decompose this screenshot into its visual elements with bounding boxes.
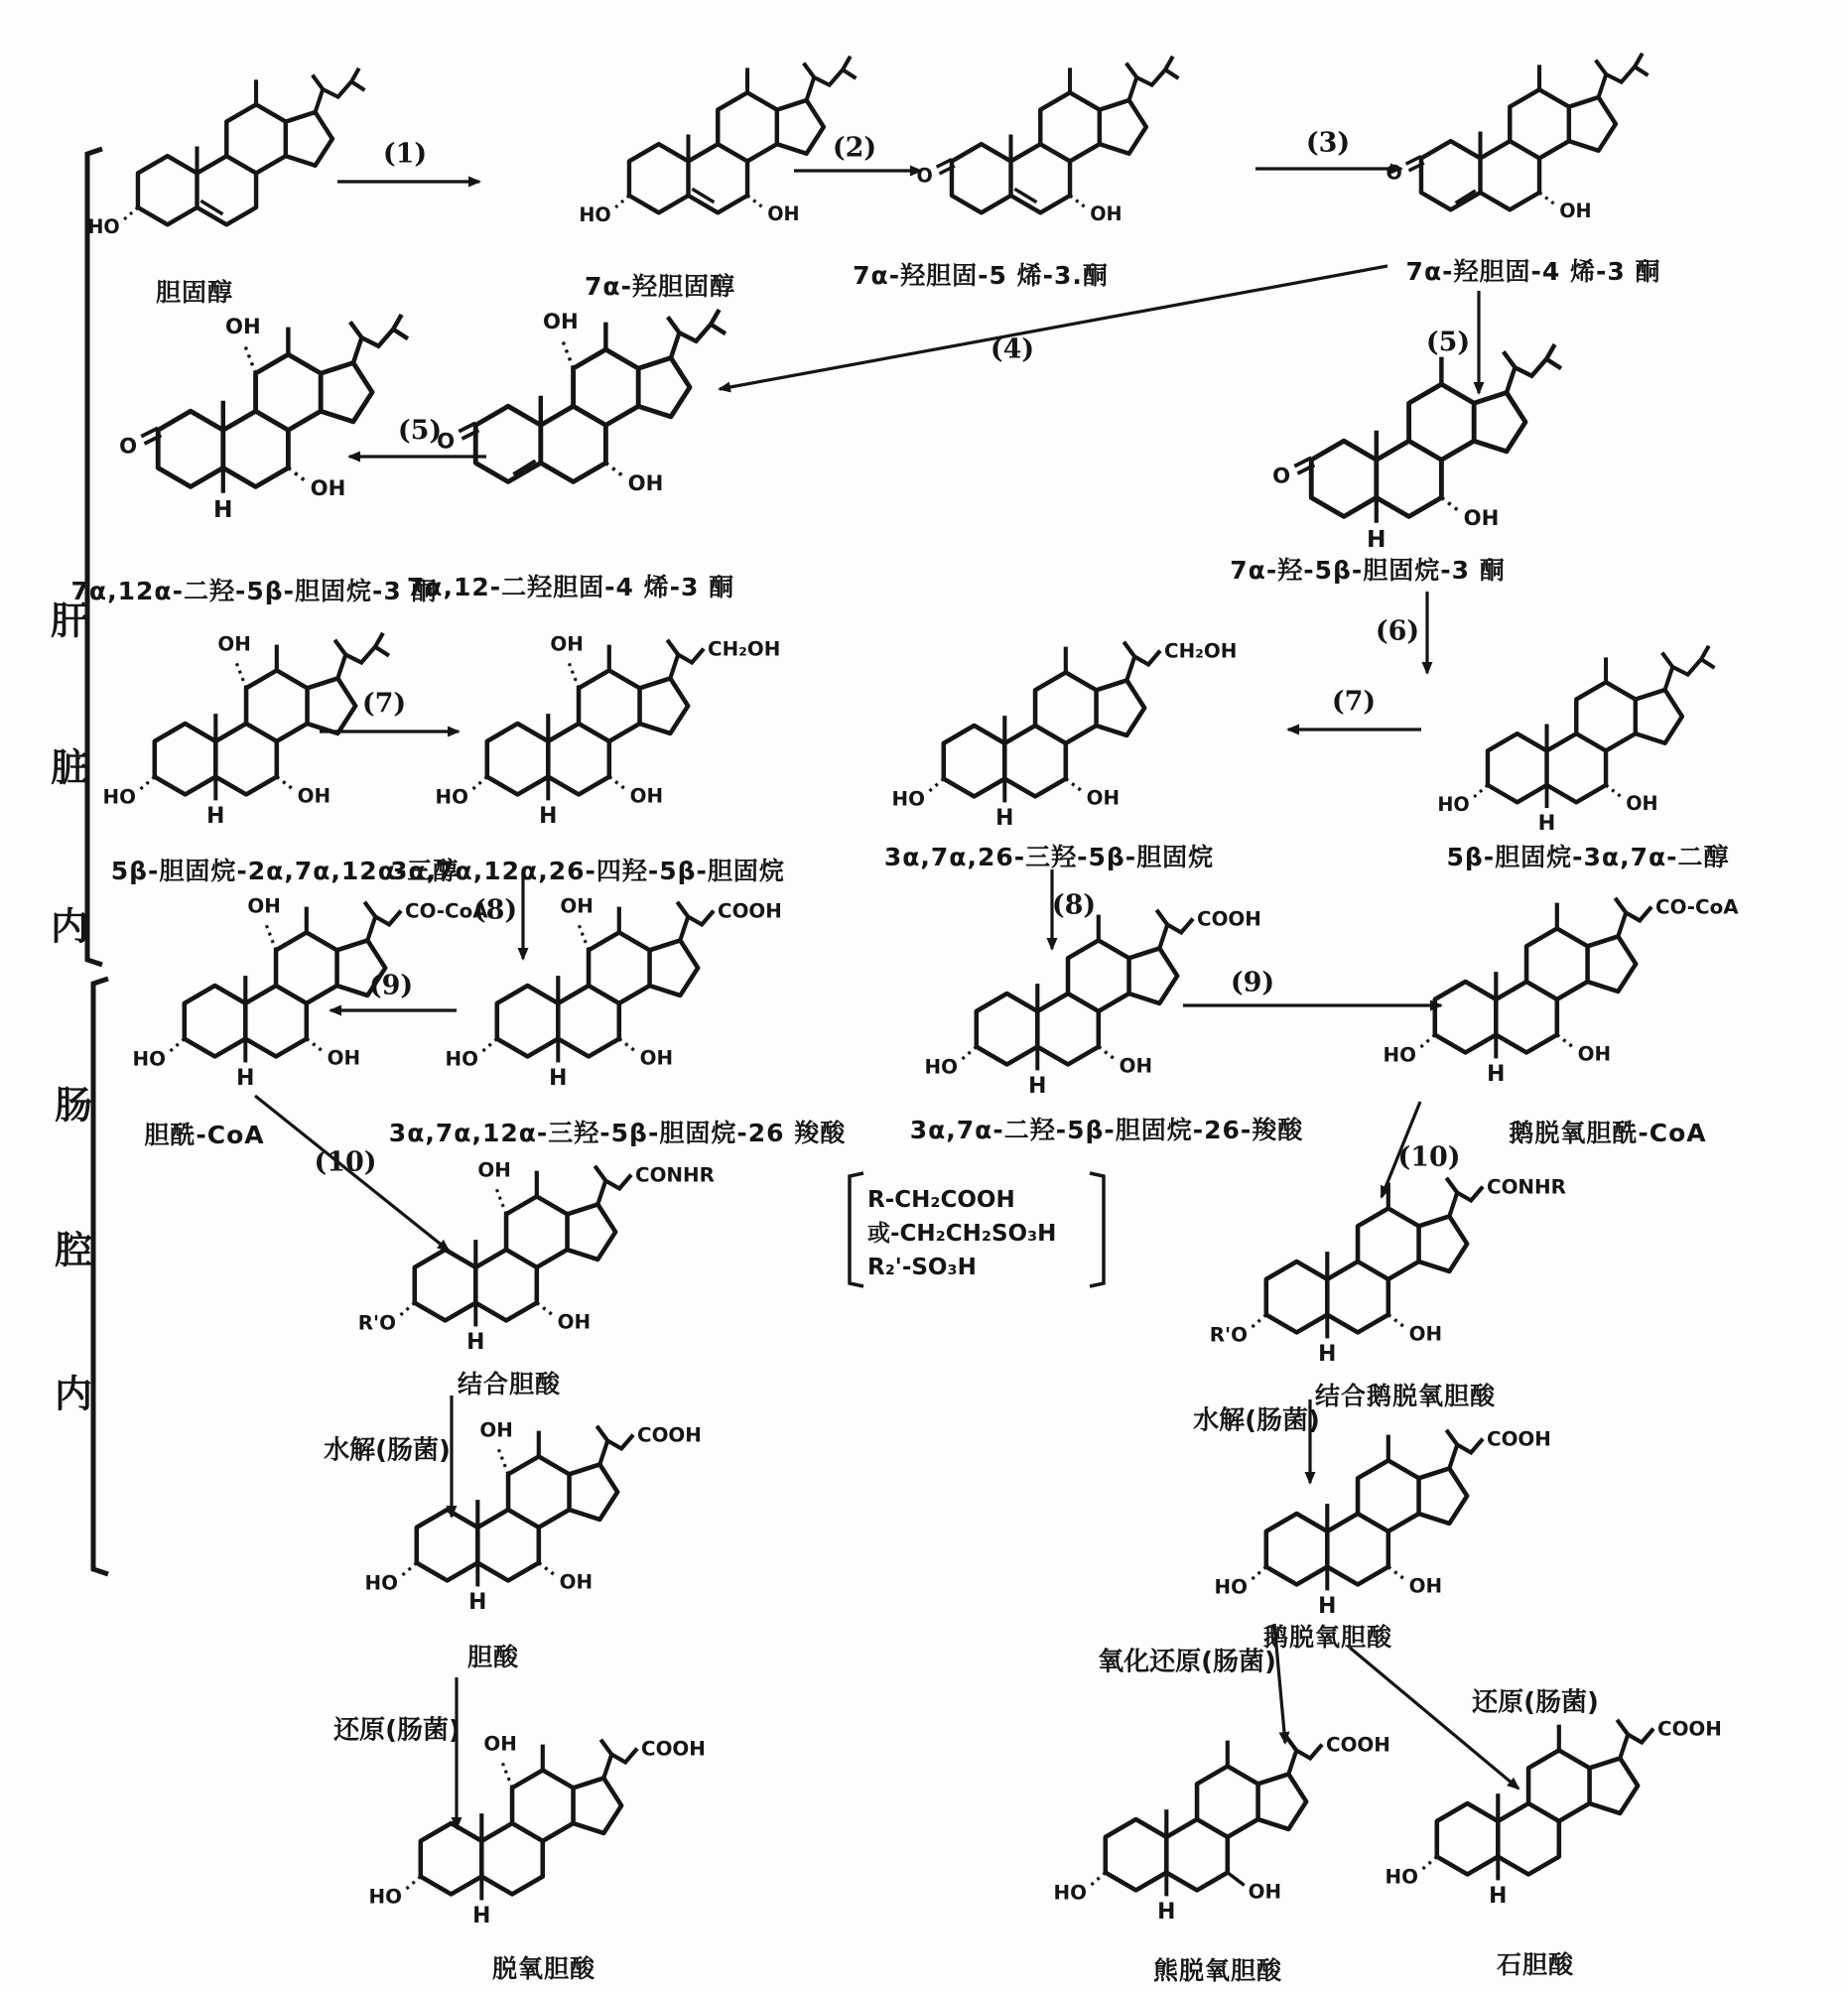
substituent-7-oh: OH: [327, 1046, 361, 1070]
side-chain: [600, 1740, 637, 1779]
substituent-3-oh: HO: [102, 785, 136, 809]
compound-structure-conjugated-cholic-acid: [357, 1129, 715, 1378]
substituent-12-oh: OH: [225, 314, 261, 338]
chain-end-label: CH₂OH: [1164, 639, 1238, 663]
substituent-5-h: H: [1318, 1342, 1337, 1368]
substituent-3-oh: HO: [368, 1885, 402, 1909]
compound-name-5b-cholestane-diol: 5β-胆固烷-3α,7α-二醇: [1446, 843, 1730, 871]
compound-7a12a-dihydroxy-5b-cholestan-3-one: [99, 283, 427, 548]
side-chain: [1504, 344, 1561, 393]
steroid-skeleton: [952, 92, 1146, 212]
compound-7a-hydroxycholest-4-en-3-one: [1368, 25, 1665, 265]
compound-structure-trihydroxy-5b-cholestane: [888, 605, 1238, 854]
compound-structure-5b-cholestane-diol: [1434, 617, 1732, 858]
substituent-7-oh: OH: [627, 469, 664, 495]
side-chain: [1446, 1430, 1483, 1469]
compound-trihydroxy-5b-cholestane: [888, 605, 1238, 854]
side-chain: [677, 902, 714, 941]
substituent-12-oh: OH: [479, 1418, 513, 1442]
compound-structure-7a12a-dihydroxy-5b-cholestan-3-one: [99, 283, 427, 548]
substituent-3-oh: HO: [1053, 1881, 1087, 1905]
compound-name-conjugated-cholic-acid: 结合胆酸: [457, 1370, 562, 1398]
compound-name-trihydroxy-cholestanoic-acid: 3α,7α,12α-三羟-5β-胆固烷-26 羧酸: [388, 1119, 847, 1147]
chain-end-label: COOH: [1197, 907, 1261, 931]
steroid-skeleton: [1488, 682, 1682, 802]
compound-name-ursodeoxycholic-acid: 熊脱氧胆酸: [1152, 1956, 1283, 1985]
reaction-step-label-0: (1): [382, 138, 428, 170]
steroid-skeleton: [944, 672, 1144, 796]
side-chain: [350, 315, 408, 363]
compound-name-7a-hydroxy-5b-cholestan-3-one: 7α-羟-5β-胆固烷-3 酮: [1230, 556, 1506, 585]
substituent-3-keto: O: [437, 428, 456, 454]
substituent-3-oh: HO: [1385, 1865, 1418, 1889]
substituent-12-oh: OH: [247, 894, 281, 918]
substituent-5-h: H: [468, 1590, 487, 1616]
compound-structure-lithocholic-acid: [1382, 1683, 1722, 1931]
compound-5b-cholestane-diol: [1434, 617, 1732, 858]
note-line-3: R₂'-SO₃H: [867, 1255, 977, 1280]
side-chain: [804, 57, 857, 100]
compound-structure-7a-hydroxycholesterol: [576, 28, 873, 268]
compound-ursodeoxycholic-acid: [1050, 1699, 1390, 1947]
process-label-16: 水解(肠菌): [1193, 1405, 1320, 1436]
region-bracket-intestine: [93, 979, 108, 1574]
reaction-step-label-4: (5): [1425, 327, 1471, 358]
substituent-7-oh: OH: [1408, 1322, 1443, 1346]
side-chain: [596, 1426, 633, 1465]
compound-structure-7a-hydroxycholest-4-en-3-one: [1368, 25, 1665, 265]
chain-end-label: CH₂OH: [708, 637, 781, 661]
chain-end-label: CONHR: [1487, 1175, 1566, 1199]
compound-name-tetrahydroxy-5b-cholestane: 3α,7α,12α,26-四羟-5β-胆固烷: [390, 857, 785, 885]
steroid-skeleton: [421, 1770, 621, 1894]
compound-name-lithocholic-acid: 石胆酸: [1496, 1950, 1575, 1979]
substituent-5-h: H: [1487, 1062, 1506, 1088]
substituent-12-oh: OH: [483, 1732, 517, 1756]
reaction-step-label-1: (2): [832, 132, 877, 164]
reaction-step-label-3: (4): [990, 333, 1035, 365]
note-bracket-right: [1090, 1173, 1104, 1286]
substituent-3-oh: HO: [891, 787, 925, 811]
substituent-12-oh: OH: [550, 632, 584, 656]
steroid-skeleton: [1421, 89, 1616, 209]
substituent-3-keto: O: [1386, 161, 1402, 185]
substituent-5-h: H: [1028, 1074, 1047, 1100]
side-chain: [594, 1166, 631, 1205]
process-label-19: 还原(肠菌): [1472, 1687, 1599, 1718]
side-chain: [667, 640, 704, 679]
reaction-step-label-12: (9): [1230, 967, 1275, 998]
compound-name-5b-cholestane-triol: 5β-胆固烷-2α,7α,12α-三醇: [110, 857, 460, 885]
compound-7a-hydroxy-5b-cholestan-3-one: [1253, 313, 1580, 578]
region-label-liver-2: 内: [50, 904, 89, 949]
reaction-step-label-7: (7): [361, 688, 407, 720]
substituent-5-h: H: [1537, 810, 1556, 836]
region-label-intestine-0: 肠: [54, 1083, 93, 1128]
substituent-7-oh: OH: [557, 1310, 592, 1334]
steroid-skeleton: [1437, 1750, 1638, 1874]
substituent-3-oh: HO: [435, 785, 468, 809]
compound-conjugated-chenodeoxycholic-acid: [1209, 1141, 1566, 1390]
steroid-skeleton: [487, 670, 688, 794]
side-chain: [1446, 1178, 1483, 1217]
steroid-skeleton: [415, 1196, 615, 1320]
chain-end-label: COOH: [1657, 1717, 1722, 1741]
substituent-7-oh: OH: [1119, 1054, 1153, 1078]
compound-conjugated-cholic-acid: [357, 1129, 715, 1378]
chain-end-label: CO-CoA: [405, 899, 488, 923]
compound-name-conjugated-chenodeoxycholic-acid: 结合鹅脱氧胆酸: [1314, 1382, 1497, 1410]
steroid-skeleton: [138, 104, 332, 224]
reaction-step-label-10: (8): [1051, 889, 1097, 921]
substituent-5-h: H: [466, 1330, 485, 1356]
substituent-7-oh: OH: [639, 1046, 674, 1070]
steroid-skeleton: [475, 349, 690, 481]
substituent-3-keto: O: [119, 433, 138, 459]
note-line-2: 或-CH₂CH₂SO₃H: [867, 1221, 1057, 1247]
substituent-3-keto: O: [916, 164, 933, 188]
chain-end-label: COOH: [637, 1423, 702, 1447]
substituent-7-oh: OH: [1248, 1880, 1282, 1904]
substituent-5-h: H: [1157, 1900, 1176, 1926]
compound-structure-ursodeoxycholic-acid: [1050, 1699, 1390, 1947]
reaction-step-label-8: (7): [1331, 686, 1377, 718]
substituent-3-oh: HO: [1383, 1043, 1416, 1067]
side-chain: [1285, 1736, 1322, 1775]
compound-cholesterol: [84, 40, 382, 280]
steroid-skeleton: [158, 354, 372, 486]
substituent-3-oh: HO: [87, 214, 120, 238]
compound-7a-hydroxycholest-5-en-3-one: [898, 28, 1196, 268]
steroid-skeleton: [1435, 928, 1636, 1052]
substituent-3-oh: HO: [1437, 792, 1470, 816]
region-label-intestine-1: 腔: [54, 1228, 93, 1272]
substituent-5-h: H: [206, 804, 225, 830]
substituent-3-oh: HO: [445, 1047, 478, 1071]
compound-structure-5b-cholestane-triol: [99, 603, 407, 852]
substituent-3-oh: HO: [1214, 1575, 1248, 1599]
compound-cholic-acid: [361, 1390, 702, 1638]
substituent-7-oh: OH: [1577, 1042, 1612, 1066]
substituent-7-oh: OH: [629, 784, 664, 808]
compound-name-cholesterol: 胆固醇: [155, 278, 234, 307]
steroid-skeleton: [155, 670, 355, 794]
substituent-3-oh: HO: [132, 1047, 166, 1071]
side-chain: [364, 902, 401, 941]
compound-7a12-dihydroxycholest-4-en-3-one: [417, 278, 744, 543]
reaction-step-label-6: (6): [1375, 615, 1420, 647]
substituent-3-keto: O: [1272, 463, 1291, 488]
compound-name-cholyl-coa: 胆酰-CoA: [144, 1121, 265, 1149]
substituent-12-oh: OH: [560, 894, 594, 918]
note-line-1: R-CH₂COOH: [867, 1187, 1015, 1213]
substituent-7-oh: OH: [310, 474, 346, 500]
process-label-17: 还原(肠菌): [333, 1715, 461, 1746]
reaction-step-label-5: (5): [397, 415, 443, 447]
substituent-7-oh: OH: [297, 784, 331, 808]
region-label-liver-0: 肝: [50, 598, 89, 643]
chain-end-label: COOH: [718, 899, 782, 923]
substituent-3-oh: R'O: [1209, 1323, 1248, 1347]
substituent-12-oh: OH: [477, 1158, 511, 1182]
substituent-5-h: H: [1367, 526, 1386, 554]
compound-name-7a12-dihydroxycholest-4-en-3-one: 7α,12-二羟胆固-4 烯-3 酮: [406, 573, 735, 601]
chain-end-label: COOH: [1326, 1733, 1390, 1757]
side-chain: [1126, 57, 1179, 100]
reaction-step-label-9: (8): [472, 894, 518, 926]
side-chain: [1596, 54, 1649, 97]
side-chain: [334, 633, 389, 679]
compound-structure-cholic-acid: [361, 1390, 702, 1638]
steroid-skeleton: [417, 1456, 617, 1580]
substituent-12-oh: OH: [217, 632, 251, 656]
substituent-5-h: H: [1489, 1884, 1508, 1910]
steroid-skeleton: [629, 92, 824, 212]
process-label-18: 氧化还原(肠菌): [1098, 1647, 1276, 1677]
substituent-7-oh: OH: [1408, 1574, 1443, 1598]
substituent-7-oh: OH: [559, 1570, 594, 1594]
reaction-step-label-2: (3): [1305, 127, 1351, 159]
compound-name-7a12a-dihydroxy-5b-cholestan-3-one: 7α,12α-二羟-5β-胆固烷-3 酮: [70, 577, 438, 605]
substituent-7-oh: OH: [1086, 786, 1121, 810]
compound-name-7a-hydroxycholest-4-en-3-one: 7α-羟胆固-4 烯-3 酮: [1405, 257, 1661, 286]
substituent-5-h: H: [472, 1904, 491, 1929]
substituent-5-h: H: [1318, 1594, 1337, 1620]
compound-7a-hydroxycholesterol: [576, 28, 873, 268]
substituent-3-oh: R'O: [357, 1311, 396, 1335]
steroid-skeleton: [1311, 384, 1525, 516]
reaction-step-label-13: (10): [314, 1146, 377, 1178]
compound-structure-7a-hydroxy-5b-cholestan-3-one: [1253, 313, 1580, 578]
conjugate-group-note: [867, 1183, 1056, 1284]
compound-structure-conjugated-chenodeoxycholic-acid: [1209, 1141, 1566, 1390]
chain-end-label: COOH: [641, 1737, 706, 1761]
chain-end-label: COOH: [1487, 1427, 1551, 1451]
substituent-3-oh: HO: [364, 1571, 398, 1595]
steroid-skeleton: [185, 932, 385, 1056]
substituent-3-oh: HO: [579, 202, 611, 226]
compound-name-trihydroxy-5b-cholestane: 3α,7α,26-三羟-5β-胆固烷: [883, 843, 1215, 871]
compound-lithocholic-acid: [1382, 1683, 1722, 1931]
compound-structure-7a12-dihydroxycholest-4-en-3-one: [417, 278, 744, 543]
substituent-5-h: H: [213, 496, 233, 524]
substituent-7-oh: OH: [1463, 504, 1500, 530]
substituent-7-oh: OH: [1559, 199, 1592, 222]
side-chain: [1662, 646, 1715, 690]
compound-structure-cholesterol: [84, 40, 382, 280]
steroid-skeleton: [497, 932, 698, 1056]
region-label-liver-1: 脏: [50, 745, 89, 790]
reaction-step-label-14: (10): [1397, 1141, 1461, 1173]
region-label-intestine-2: 内: [54, 1372, 93, 1416]
side-chain: [313, 68, 365, 112]
substituent-5-h: H: [236, 1066, 255, 1092]
compound-tetrahydroxy-5b-cholestane: [432, 603, 781, 852]
compound-name-deoxycholic-acid: 脱氧胆酸: [491, 1954, 596, 1983]
side-chain: [1123, 642, 1160, 681]
compound-name-7a-hydroxycholest-5-en-3-one: 7α-羟胆固-5 烯-3.酮: [853, 261, 1109, 290]
steroid-skeleton: [1266, 1208, 1467, 1332]
compound-name-cholic-acid: 胆酸: [466, 1643, 520, 1671]
note-bracket-left: [850, 1173, 863, 1286]
steroid-skeleton: [1266, 1460, 1467, 1584]
reaction-step-label-11: (9): [368, 970, 414, 1001]
compound-name-7a-hydroxycholesterol: 7α-羟胆固醇: [585, 272, 735, 301]
substituent-3-oh: HO: [924, 1055, 958, 1079]
chain-end-label: CONHR: [635, 1163, 715, 1187]
compound-name-dihydroxy-cholestanoic-acid: 3α,7α-二羟-5β-胆固烷-26-羧酸: [909, 1116, 1304, 1144]
steroid-skeleton: [977, 940, 1177, 1064]
compound-name-chenodeoxycholic-acid: 鹅脱氧胆酸: [1262, 1623, 1393, 1652]
substituent-7-oh: OH: [1626, 791, 1658, 815]
side-chain: [1156, 910, 1193, 949]
substituent-7-oh: OH: [767, 201, 800, 225]
substituent-5-h: H: [539, 804, 558, 830]
process-label-15: 水解(肠菌): [324, 1435, 451, 1466]
compound-structure-tetrahydroxy-5b-cholestane: [432, 603, 781, 852]
compound-structure-7a-hydroxycholest-5-en-3-one: [898, 28, 1196, 268]
chain-end-label: CO-CoA: [1655, 895, 1739, 919]
compound-5b-cholestane-triol: [99, 603, 407, 852]
compound-name-chenodeoxycholyl-coa: 鹅脱氧胆酰-CoA: [1509, 1119, 1707, 1147]
substituent-7-oh: OH: [1090, 201, 1122, 225]
substituent-5-h: H: [549, 1066, 568, 1092]
side-chain: [668, 310, 726, 358]
compound-chenodeoxycholyl-coa: [1380, 862, 1739, 1110]
compound-structure-chenodeoxycholyl-coa: [1380, 862, 1739, 1110]
steroid-skeleton: [1106, 1766, 1306, 1890]
substituent-5-h: H: [995, 806, 1014, 832]
substituent-12-oh: OH: [543, 309, 579, 333]
side-chain: [1615, 898, 1651, 937]
side-chain: [1617, 1720, 1653, 1759]
